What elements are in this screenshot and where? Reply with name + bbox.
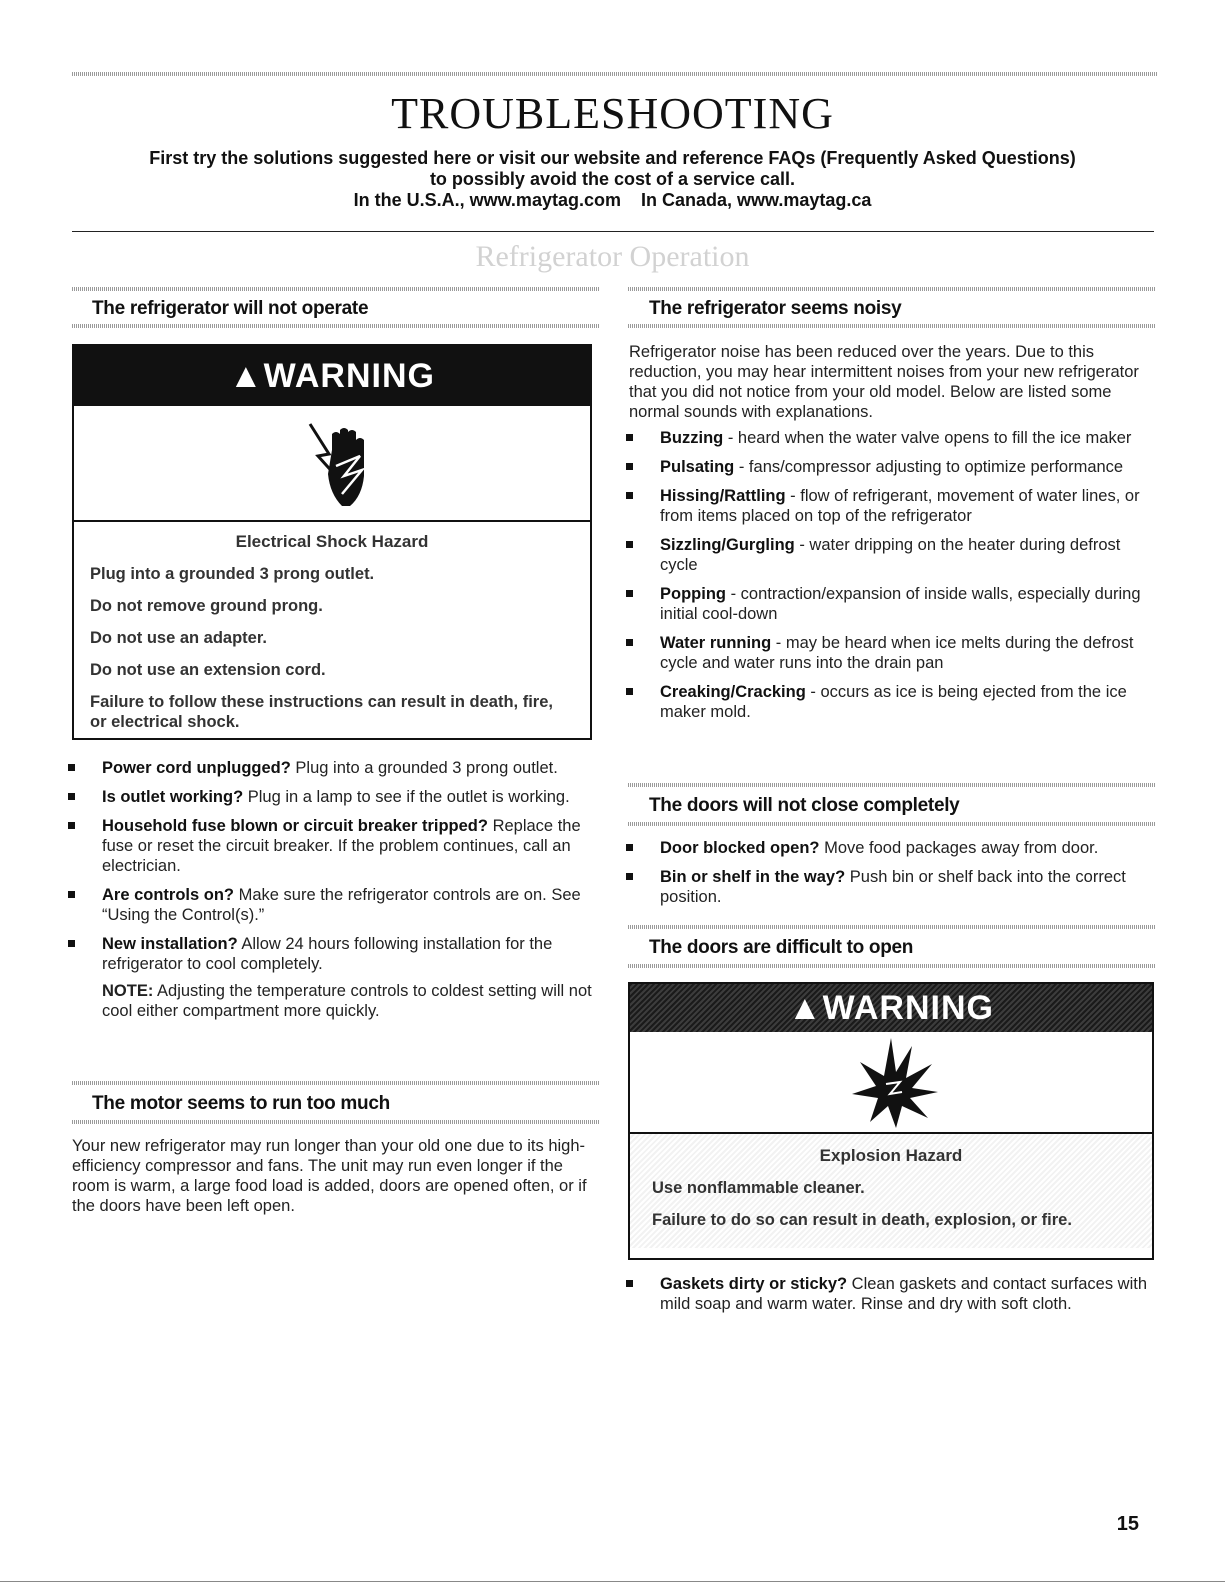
warning-line: Plug into a grounded 3 prong outlet. — [90, 565, 375, 583]
subhead-doors-close: The doors will not close completely — [649, 795, 960, 816]
note-text: Adjusting the temperature controls to coldest setting will not cool either compartment more quickly. — [102, 982, 592, 1020]
warning-icon-area — [630, 1032, 1152, 1134]
top-rule — [72, 72, 1158, 76]
bullet-icon — [626, 463, 633, 470]
warning-text — [74, 522, 590, 752]
subhead-motor: The motor seems to run too much — [92, 1093, 390, 1114]
doors-open-list — [624, 1274, 1155, 1314]
doors-open-rule-top — [628, 925, 1155, 929]
warning-header: ▲WARNING — [630, 984, 1152, 1032]
intro-line-3: In the U.S.A., www.maytag.com In Canada, www.maytag.ca — [353, 190, 872, 210]
section-heading: Refrigerator Operation — [475, 240, 750, 273]
warning-line: Do not use an extension cord. — [90, 661, 326, 679]
warning-line: Failure to do so can result in death, explosion, or fire. — [652, 1211, 1072, 1229]
explosion-icon — [630, 1032, 1152, 1132]
hazard-title: Explosion Hazard — [819, 1146, 963, 1165]
header-divider — [72, 231, 1154, 232]
warning-triangle-icon: ▲ — [229, 357, 264, 395]
electrical-warning-box — [72, 344, 592, 740]
warning-line: Do not remove ground prong. — [90, 597, 323, 615]
list-item: Creaking/Cracking - occurs as ice is being ejected from the ice maker mold. — [624, 682, 1155, 722]
warning-triangle-icon: ▲ — [788, 989, 823, 1027]
intro-line-2: to possibly avoid the cost of a service call. — [429, 169, 796, 189]
list-item: Buzzing - heard when the water valve opens to fill the ice maker — [624, 428, 1155, 448]
warning-text — [630, 1134, 1152, 1248]
bullet-icon — [626, 873, 633, 880]
bullet-icon — [68, 822, 75, 829]
left-heading-rule-bottom — [72, 324, 599, 328]
list-item: Power cord unplugged? Plug into a grounded 3 prong outlet. — [66, 758, 596, 778]
list-item: Bin or shelf in the way? Push bin or shelf back into the correct position. — [624, 867, 1155, 907]
subhead-not-operate: The refrigerator will not operate — [92, 298, 369, 319]
bullet-icon — [68, 891, 75, 898]
doors-close-list — [624, 838, 1155, 907]
bullet-icon — [68, 764, 75, 771]
doors-open-rule-bottom — [628, 964, 1155, 968]
bullet-icon — [68, 940, 75, 947]
noisy-rule-top — [628, 287, 1155, 291]
bullet-icon — [626, 639, 633, 646]
note — [66, 981, 596, 1021]
explosion-warning-box — [628, 982, 1154, 1260]
not-operate-list-wrap — [66, 758, 596, 1021]
noisy-list-wrap — [624, 428, 1155, 731]
warning-line: Do not use an adapter. — [90, 629, 267, 647]
list-item: Hissing/Rattling - flow of refrigerant, movement of water lines, or from items placed on top of the refrigerator — [624, 486, 1155, 526]
bullet-icon — [68, 793, 75, 800]
intro-line-1: First try the solutions suggested here or visit our website and reference FAQs (Frequently Asked Questions) — [149, 148, 1076, 168]
list-item: Are controls on? Make sure the refrigerator controls are on. See “Using the Control(s).” — [66, 885, 596, 925]
list-item: Sizzling/Gurgling - water dripping on the heater during defrost cycle — [624, 535, 1155, 575]
bullet-icon — [626, 590, 633, 597]
bullet-icon — [626, 688, 633, 695]
doors-close-list-wrap — [624, 838, 1155, 916]
warning-line: Use nonflammable cleaner. — [652, 1179, 865, 1197]
list-item: New installation? Allow 24 hours following installation for the refrigerator to cool completely. — [66, 934, 596, 974]
noisy-rule-bottom — [628, 324, 1155, 328]
bullet-icon — [626, 541, 633, 548]
warning-icon-area — [74, 406, 590, 522]
note-label: NOTE: — [102, 982, 154, 1000]
not-operate-list — [66, 758, 596, 974]
bullet-icon — [626, 1280, 633, 1287]
list-item: Is outlet working? Plug in a lamp to see if the outlet is working. — [66, 787, 596, 807]
left-heading-rule-top — [72, 287, 599, 291]
page-title: TROUBLESHOOTING — [391, 89, 834, 138]
list-item: Popping - contraction/expansion of inside walls, especially during initial cool-down — [624, 584, 1155, 624]
bullet-icon — [626, 844, 633, 851]
bottom-rule — [0, 1581, 1225, 1582]
bullet-icon — [626, 434, 633, 441]
list-item: Household fuse blown or circuit breaker tripped? Replace the fuse or reset the circuit breaker. If the problem continues, call an electrician. — [66, 816, 596, 876]
hazard-title: Electrical Shock Hazard — [235, 532, 429, 551]
motor-rule-bottom — [72, 1120, 599, 1124]
doors-close-rule-top — [628, 783, 1155, 787]
motor-rule-top — [72, 1081, 599, 1085]
motor-paragraph: Your new refrigerator may run longer than your old one due to its high-efficiency compressor and fans. The unit may run even longer if the room is warm, a large food load is added, doors are opened often, or if the doors have been left open. — [72, 1137, 587, 1215]
bullet-icon — [626, 492, 633, 499]
list-item: Gaskets dirty or sticky? Clean gaskets and contact surfaces with mild soap and warm water. Rinse and dry with soft cloth. — [624, 1274, 1155, 1314]
list-item: Door blocked open? Move food packages away from door. — [624, 838, 1155, 858]
doors-close-rule-bottom — [628, 822, 1155, 826]
warning-line: Failure to follow these instructions can result in death, fire, or electrical shock. — [90, 693, 553, 731]
list-item: Pulsating - fans/compressor adjusting to optimize performance — [624, 457, 1155, 477]
subhead-doors-open: The doors are difficult to open — [649, 937, 914, 958]
list-item: Water running - may be heard when ice melts during the defrost cycle and water runs into the drain pan — [624, 633, 1155, 673]
noisy-paragraph: Refrigerator noise has been reduced over the years. Due to this reduction, you may hear intermittent noises from your new refrigerator that you did not notice from your old model. Below are listed some normal sounds with explanations. — [629, 343, 1139, 421]
electrical-shock-icon — [74, 406, 590, 520]
doors-open-list-wrap — [624, 1274, 1155, 1323]
subhead-noisy: The refrigerator seems noisy — [649, 298, 902, 319]
warning-header: ▲WARNING — [74, 346, 590, 406]
noisy-list — [624, 428, 1155, 722]
page-number: 15 — [1116, 1513, 1139, 1535]
